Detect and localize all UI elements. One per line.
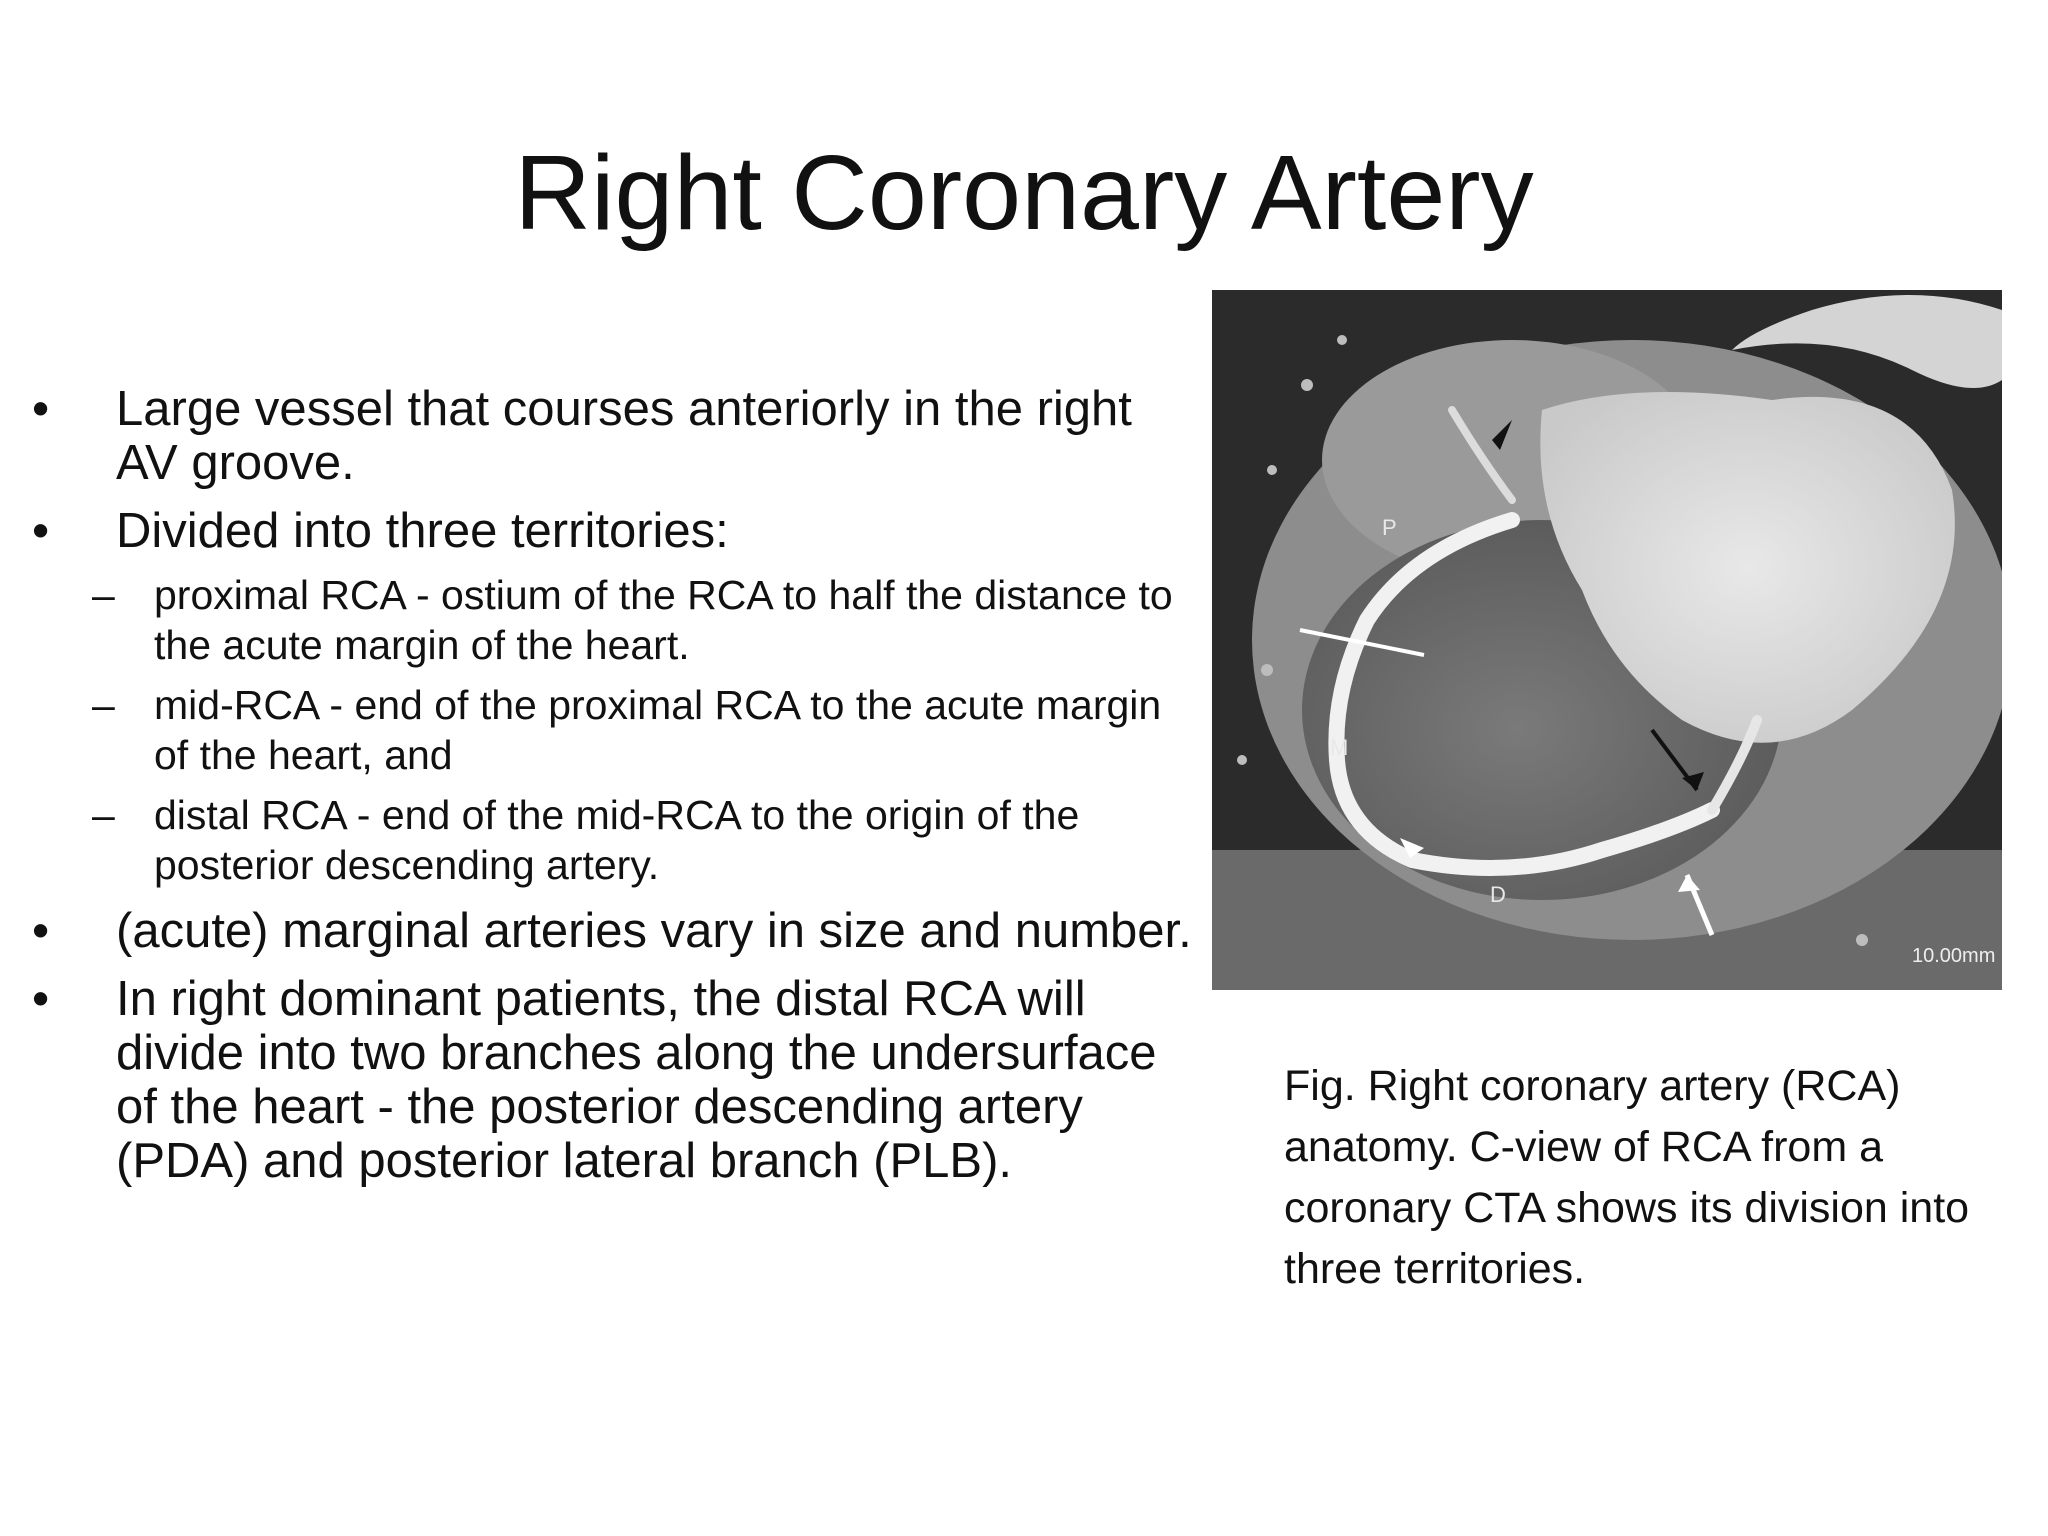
speckle bbox=[1337, 335, 1347, 345]
cta-figure-image bbox=[1212, 290, 2002, 990]
sub-bullet-item bbox=[32, 680, 1202, 780]
bullet-marker: • bbox=[32, 972, 50, 1026]
sub-bullet-text: distal RCA - end of the mid-RCA to the origin of the posterior descending artery. bbox=[154, 792, 1080, 888]
bullet-marker: • bbox=[32, 904, 50, 958]
scale-label: 10.00mm bbox=[1912, 945, 1996, 967]
bullet-item bbox=[32, 382, 1202, 490]
bullet-item bbox=[32, 504, 1202, 890]
sub-bullet-marker: – bbox=[92, 682, 115, 728]
bullet-text: In right dominant patients, the distal RCA will divide into two branches along the undersurface of the heart - the posterior descending artery (PDA) and posterior lateral branch (PLB). bbox=[116, 972, 1157, 1188]
bullet-text: Large vessel that courses anteriorly in the right AV groove. bbox=[116, 382, 1132, 490]
bullet-marker: • bbox=[32, 504, 50, 558]
bullet-text: (acute) marginal arteries vary in size and number. bbox=[116, 904, 1192, 958]
label-m: M bbox=[1330, 735, 1349, 760]
slide-title: Right Coronary Artery bbox=[514, 134, 1534, 252]
bullet-marker: • bbox=[32, 382, 50, 436]
speckle bbox=[1237, 755, 1247, 765]
sub-bullet-text: proximal RCA - ostium of the RCA to half the distance to the acute margin of the heart. bbox=[154, 572, 1173, 668]
speckle bbox=[1856, 934, 1868, 946]
bullet-text: Divided into three territories: bbox=[116, 504, 729, 558]
sub-bullet-item bbox=[32, 570, 1202, 670]
bullet-list bbox=[32, 382, 1202, 1202]
sub-bullet-text: mid-RCA - end of the proximal RCA to the acute margin of the heart, and bbox=[154, 682, 1162, 778]
figure-caption: Fig. Right coronary artery (RCA) anatomy. C-view of RCA from a coronary CTA shows its division into three territories. bbox=[1284, 1062, 1970, 1293]
label-p: P bbox=[1382, 515, 1397, 540]
speckle bbox=[1267, 465, 1277, 475]
bullet-item bbox=[32, 904, 1202, 958]
sub-bullet-marker: – bbox=[92, 792, 115, 838]
speckle bbox=[1301, 379, 1313, 391]
bullet-item bbox=[32, 972, 1202, 1188]
speckle bbox=[1261, 664, 1273, 676]
sub-bullet-list bbox=[32, 570, 1202, 890]
sub-bullet-marker: – bbox=[92, 572, 115, 618]
cta-scan-graphic bbox=[1212, 290, 2002, 990]
sub-bullet-item bbox=[32, 790, 1202, 890]
label-d: D bbox=[1490, 882, 1506, 907]
